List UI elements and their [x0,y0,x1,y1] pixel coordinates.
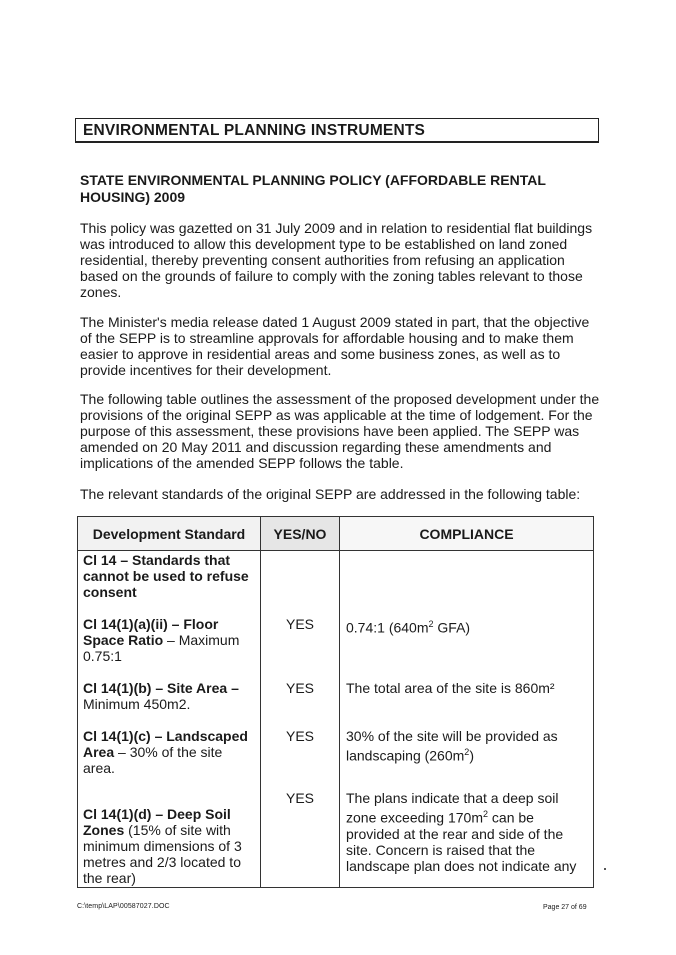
standard-text: Cl 14(1)(b) – Site Area – Minimum 450m2. [83,680,239,712]
standard-text: Cl 14(1)(d) – Deep Soil Zones (15% of site with minimum dimensions of 3 metres and 2/3 located to the rear) [83,806,242,886]
paragraph-table-outline: The following table outlines the assessment of the proposed development under the provisions of the original SEPP as was applicable at the time of lodgement. For the purpose of this assessment, these provisions have been applied. The SEPP was amended on 20 May 2011 and discussion regarding these amendments and implications of the amended SEPP follows the table. [80,391,600,471]
footer-page-number: Page 27 of 69 [543,904,587,911]
section-title-box [75,118,599,143]
compliance-text: 0.74:1 ($640m^2$ GFA) [346,619,471,636]
paragraph-table-intro: The relevant standards of the original SEPP are addressed in the following table: [80,486,581,502]
compliance-text: 30% of the site will be provided as landscaping $(260m^2)$ [346,728,558,764]
yes-no-value: YES [285,728,314,744]
paragraph-media-release: The Minister's media release dated 1 August 2009 stated in part, that the objective of the SEPP is to streamline approvals for affordable housing and to make them easier to approve in residential areas and some business zones, as well as to provide incentives for their development. [80,314,590,378]
yes-no-value: YES [285,680,314,696]
standard-text: Cl 14(1)(c) – Landscaped Area – 30% of the site area. [83,728,248,776]
section-title: ENVIRONMENTAL PLANNING INSTRUMENTS [83,122,426,139]
header-development-standard: Development Standard [78,517,261,551]
compliance-cell [340,551,594,888]
footer-file-path: C:\temp\LAP\00587027.DOC [77,903,170,910]
yes-no-cell [261,551,340,888]
table-header-row [78,517,594,551]
compliance-text: The total area of the site is 860m² [346,680,555,696]
scan-mark [604,868,606,870]
clause-14-heading: Cl 14 – Standards that cannot be used to refuse consent [83,552,249,600]
yes-no-value: YES [285,616,314,632]
yes-no-value: YES [285,790,314,806]
header-compliance: COMPLIANCE [340,517,594,551]
standard-text: Cl 14(1)(a)(ii) – Floor Space Ratio – Maximum 0.75:1 [83,616,240,664]
table-row [78,551,594,888]
paragraph-gazetted: This policy was gazetted on 31 July 2009 and in relation to residential flat buildings was introduced to allow this development type to be established on land zoned residential, thereby preventing consent authorities from refusing an application based on the grounds of failure to comply with the zoning tables relevant to those zones. [80,220,593,300]
header-yes-no: YES/NO [261,517,340,551]
policy-heading: STATE ENVIRONMENTAL PLANNING POLICY (AFFORDABLE RENTAL HOUSING) 2009 [80,172,546,205]
standard-cell [78,551,261,888]
standards-table [77,516,594,888]
compliance-text: The plans indicate that a deep soil zone exceeding $170m^2$ can be provided at the rear and side of the site. Concern is raised that the landscape plan does not indicate any [346,790,577,874]
